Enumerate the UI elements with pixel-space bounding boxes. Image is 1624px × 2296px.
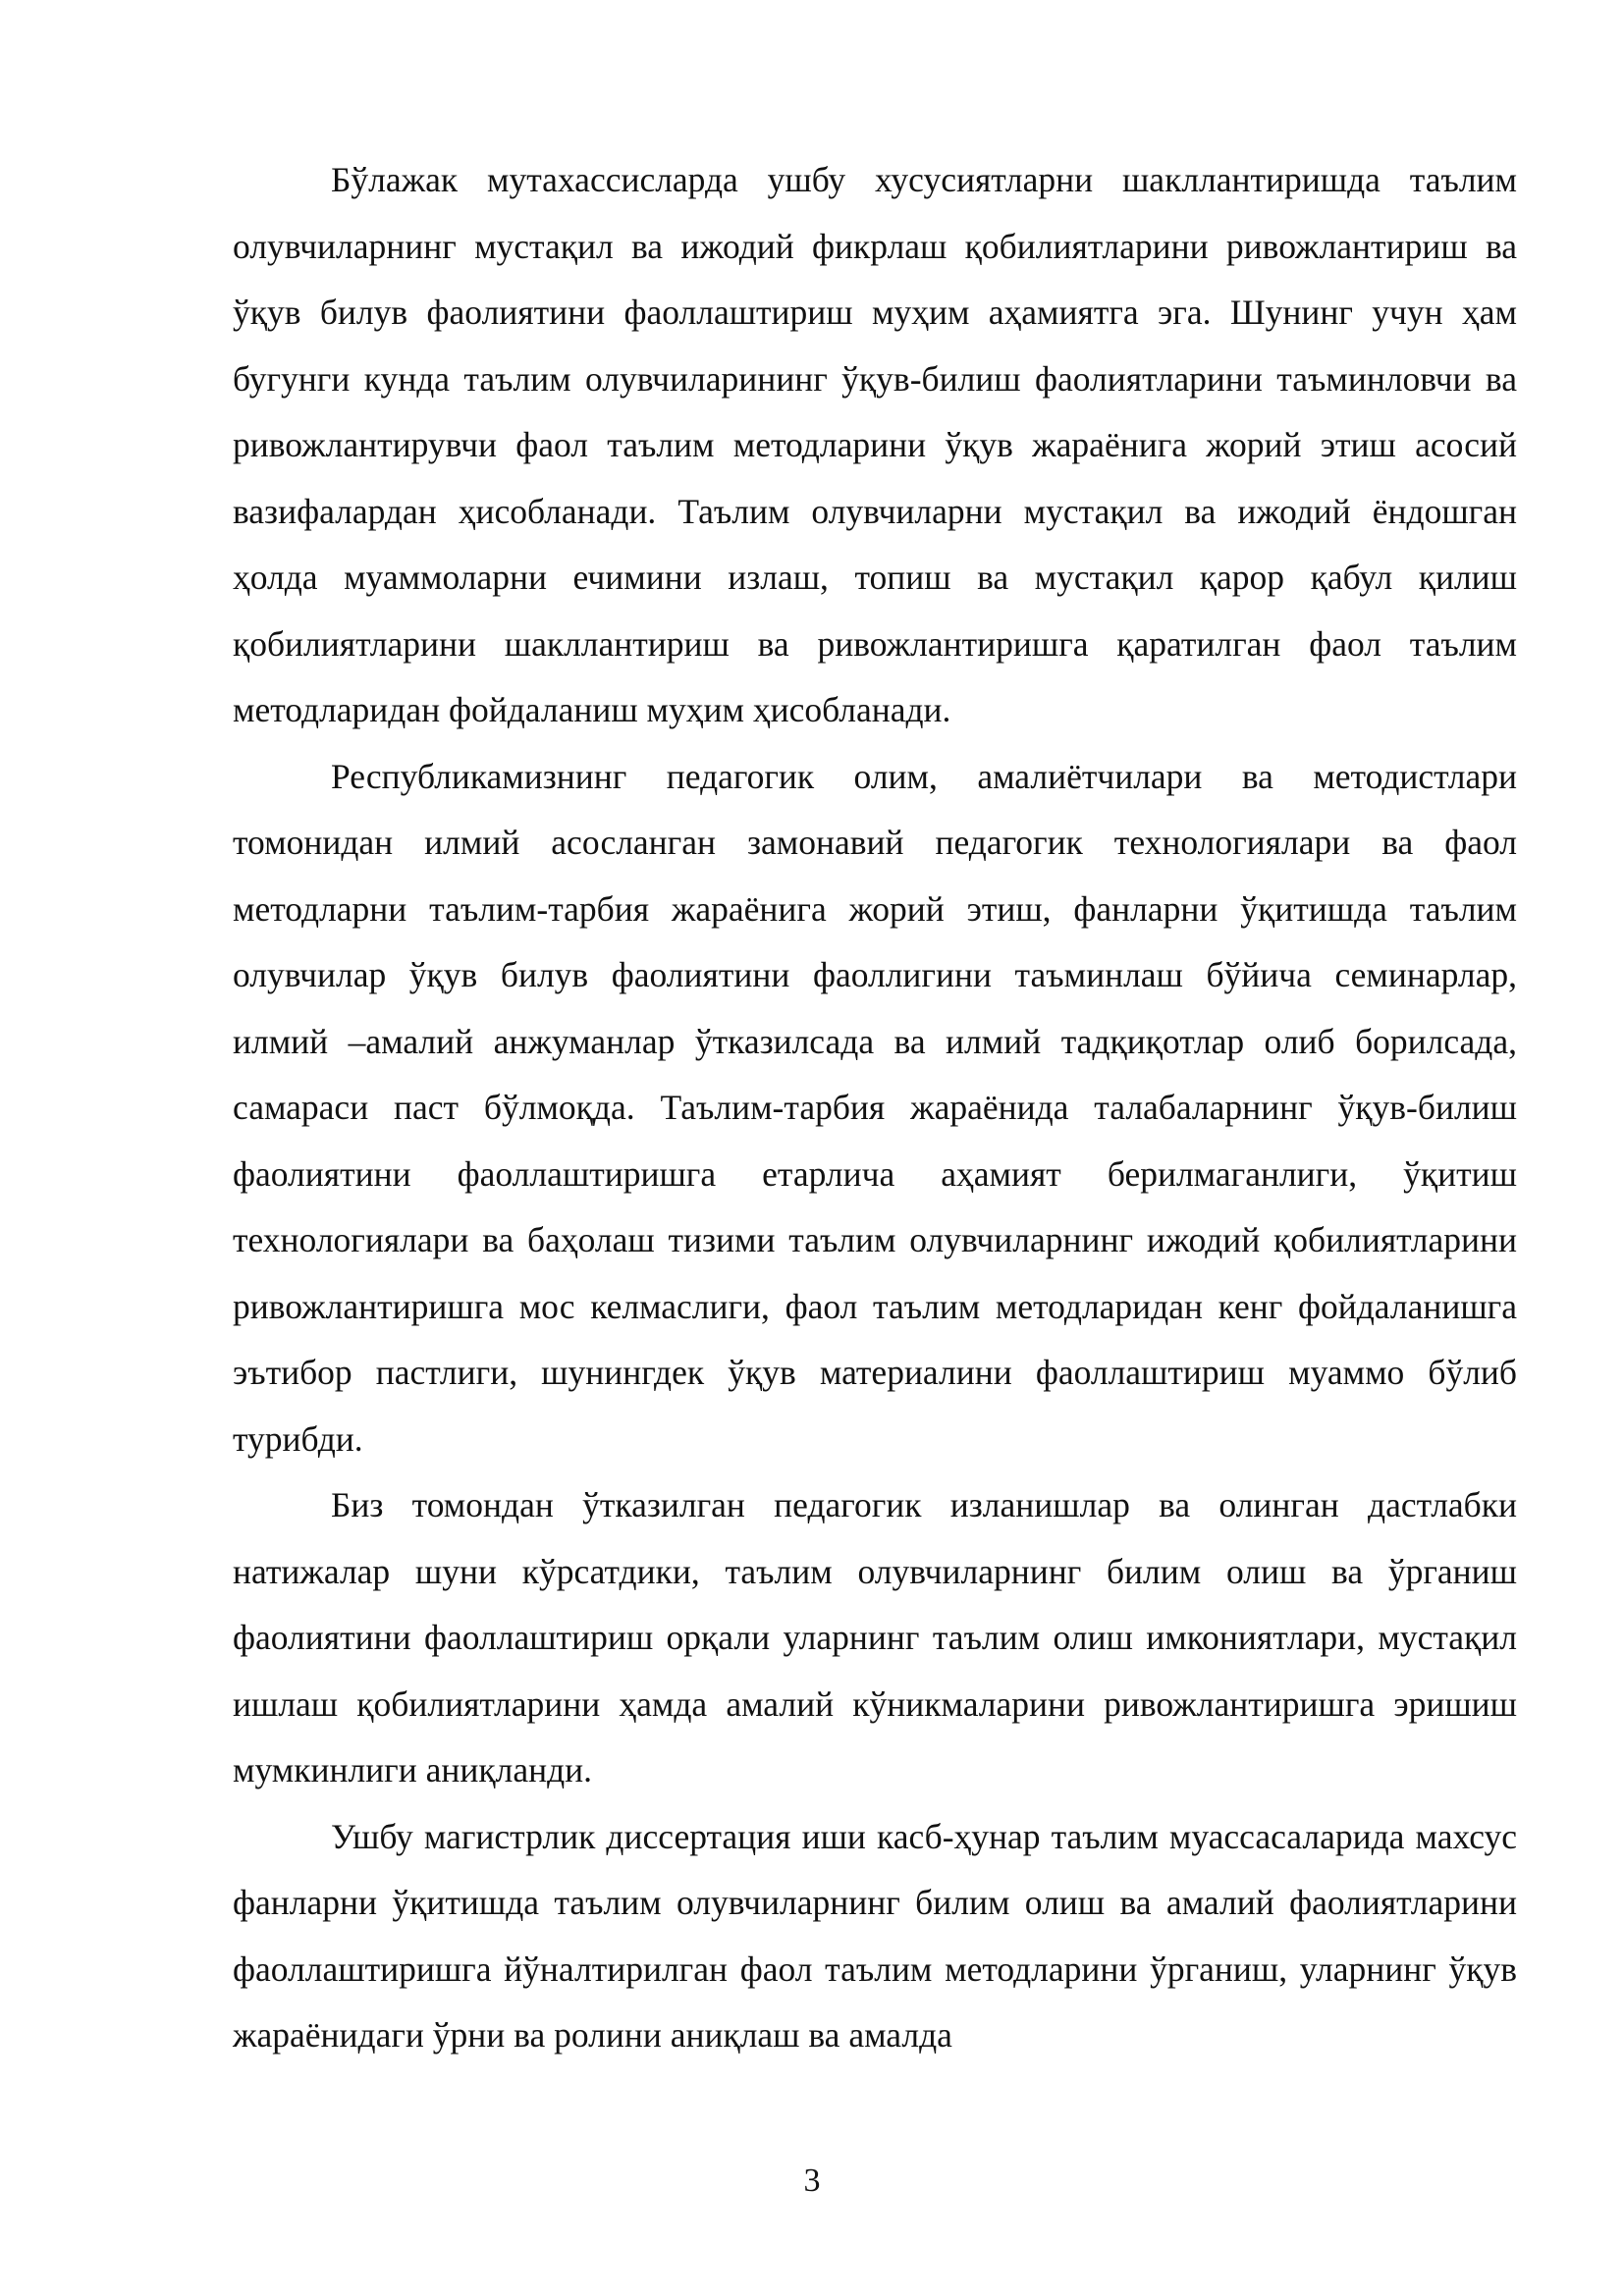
body-text xyxy=(233,147,1517,2069)
paragraph-4: Ушбу магистрлик диссертация иши касб-ҳунар таълим муассасаларида махсус фанларни ўқитишда таълим олувчиларнинг билим олиш ва амалий фаолиятларини фаоллаштиришга йўналтирилган фаол таълим методларини ўрганиш, уларнинг ўқув жараёнидаги ўрни ва ролини аниқлаш ва амалда xyxy=(233,1816,1517,2055)
paragraph-1: Бўлажак мутахассисларда ушбу хусусиятларни шакллантиришда таълим олувчиларнинг мустақил ва ижодий фикрлаш қобилиятларини ривожлантириш ва ўқув билув фаолиятини фаоллаштириш муҳим аҳамиятга эга. Шунинг учун ҳам бугунги кунда таълим олувчиларининг ўқув-билиш фаолиятларини таъминловчи ва ривожлантирувчи фаол таълим методларини ўқув жараёнига жорий этиш асосий вазифалардан ҳисобланади. Таълим олувчиларни мустақил ва ижодий ёндошган ҳолда муаммоларни ечимини излаш, топиш ва мустақил қарор қабул қилиш қобилиятларини шакллантириш ва ривожлантиришга қаратилган фаол таълим методларидан фойдаланиш муҳим ҳисобланади. xyxy=(233,160,1517,729)
paragraph-2: Республикамизнинг педагогик олим, амалиётчилари ва методистлари томонидан илмий асосланган замонавий педагогик технологиялари ва фаол методларни таълим-тарбия жараёнига жорий этиш, фанларни ўқитишда таълим олувчилар ўқув билув фаолиятини фаоллигини таъминлаш бўйича семинарлар, илмий –амалий анжуманлар ўтказилсада ва илмий тадқиқотлар олиб борилсада, самараси паст бўлмоқда. Таълим-тарбия жараёнида талабаларнинг ўқув-билиш фаолиятини фаоллаштиришга етарлича аҳамият берилмаганлиги, ўқитиш технологиялари ва баҳолаш тизими таълим олувчиларнинг ижодий қобилиятларини ривожлантиришга мос келмаслиги, фаол таълим методларидан кенг фойдаланишга эътибор пастлиги, шунингдек ўқув материалини фаоллаштириш муаммо бўлиб турибди. xyxy=(233,756,1517,1459)
page-number: 3 xyxy=(803,2163,821,2199)
paragraph-3: Биз томондан ўтказилган педагогик изланишлар ва олинган дастлабки натижалар шуни кўрсатдики, таълим олувчиларнинг билим олиш ва ўрганиш фаолиятини фаоллаштириш орқали уларнинг таълим олиш имкониятлари, мустақил ишлаш қобилиятларини ҳамда амалий кўникмаларини ривожлантиришга эришиш мумкинлиги аниқланди. xyxy=(233,1485,1517,1789)
